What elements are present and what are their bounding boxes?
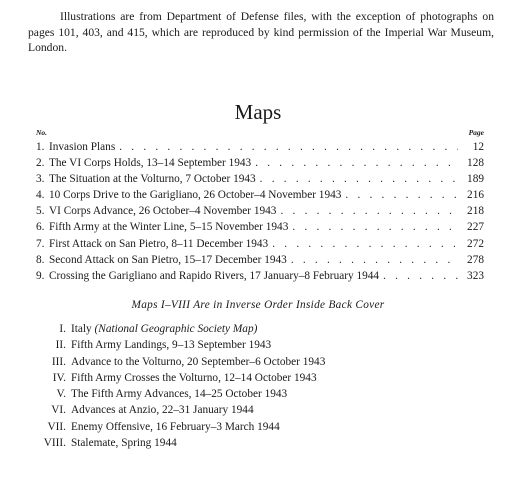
plate-number: II.	[55, 339, 66, 352]
plate-number: I.	[59, 323, 66, 335]
map-page-number: 12	[472, 141, 484, 153]
dot-leader	[287, 252, 458, 268]
page-column-header: Page	[468, 128, 484, 137]
maps-list	[36, 139, 484, 284]
plate-title: Enemy Offensive, 16 February–3 March 1944	[71, 420, 280, 433]
map-entry	[36, 252, 484, 268]
plate-entry	[34, 321, 454, 337]
dot-leader	[276, 203, 458, 219]
back-cover-maps-list	[34, 321, 454, 451]
plate-title: Fifth Army Crosses the Volturno, 12–14 October 1943	[71, 371, 317, 384]
dot-leader	[288, 219, 458, 235]
dot-leader	[256, 171, 458, 187]
plate-title-text: Italy	[71, 323, 92, 335]
map-page-number: 216	[467, 189, 484, 202]
dot-leader	[341, 187, 458, 203]
map-number: 3.	[36, 173, 45, 186]
map-number: 9.	[36, 269, 45, 282]
plate-title	[71, 321, 257, 337]
map-page-number: 128	[467, 157, 484, 170]
dot-leader	[251, 155, 458, 171]
illustrations-note: Illustrations are from Department of Defense files, with the exception of photographs on pages 101, 403, and 415, which are reproduced by kind permission of the Imperial War Museum, London.	[28, 10, 494, 54]
map-title: First Attack on San Pietro, 8–11 December 1943	[49, 237, 269, 250]
plate-title: Stalemate, Spring 1944	[71, 437, 177, 450]
plate-title: Advances at Anzio, 22–31 January 1944	[71, 404, 254, 417]
map-entry	[36, 139, 484, 155]
plate-entry	[34, 402, 454, 418]
map-title: Second Attack on San Pietro, 15–17 December 1943	[49, 253, 287, 266]
map-number: 2.	[36, 157, 45, 170]
dot-leader	[379, 268, 458, 284]
plate-entry	[34, 419, 454, 435]
map-number: 5.	[36, 205, 45, 218]
map-title: The Situation at the Volturno, 7 October 1943	[49, 173, 256, 186]
plate-number: V.	[56, 388, 66, 401]
map-page-number: 278	[467, 253, 484, 266]
map-page-number: 227	[467, 221, 484, 234]
plate-title: The Fifth Army Advances, 14–25 October 1943	[71, 388, 288, 401]
plate-source-note: (National Geographic Society Map)	[94, 323, 258, 335]
map-entry	[36, 171, 484, 187]
plate-number: III.	[51, 355, 66, 368]
map-page-number: 189	[467, 173, 484, 186]
dot-leader	[115, 139, 458, 155]
plate-number: VIII.	[43, 437, 66, 450]
map-entry	[36, 268, 484, 284]
plate-number: IV.	[52, 371, 66, 384]
plate-title: Fifth Army Landings, 9–13 September 1943	[71, 339, 272, 352]
map-page-number: 323	[467, 269, 484, 282]
map-number: 1.	[36, 141, 45, 153]
map-title: Crossing the Garigliano and Rapido Rivers, 17 January–8 February 1944	[49, 269, 380, 282]
map-title: Invasion Plans	[49, 141, 116, 153]
map-number: 4.	[36, 189, 45, 202]
plate-title: Advance to the Volturno, 20 September–6 October 1943	[71, 355, 326, 368]
map-page-number: 218	[467, 205, 484, 218]
map-title: Fifth Army at the Winter Line, 5–15 November 1943	[49, 221, 289, 234]
map-title: 10 Corps Drive to the Garigliano, 26 October–4 November 1943	[49, 189, 342, 202]
plate-entry	[34, 337, 454, 353]
plate-entry	[34, 370, 454, 386]
map-title: The VI Corps Holds, 13–14 September 1943	[49, 157, 252, 170]
plate-entry	[34, 354, 454, 370]
map-entry	[36, 203, 484, 219]
map-number: 6.	[36, 221, 45, 234]
dot-leader	[268, 236, 458, 252]
plate-number: VI.	[51, 404, 66, 417]
map-entry	[36, 219, 484, 235]
map-entry	[36, 187, 484, 203]
plate-entry	[34, 386, 454, 402]
map-number: 8.	[36, 253, 45, 266]
back-cover-maps-heading: Maps I–VIII Are in Inverse Order Inside Back Cover	[131, 299, 385, 311]
map-page-number: 272	[467, 237, 484, 250]
plate-entry	[34, 435, 454, 451]
plate-number: VII.	[47, 420, 66, 433]
maps-heading: Maps	[234, 100, 282, 124]
map-entry	[36, 236, 484, 252]
map-number: 7.	[36, 237, 45, 250]
number-column-header: No.	[36, 128, 48, 137]
map-title: VI Corps Advance, 26 October–4 November 1943	[49, 205, 277, 218]
map-entry	[36, 155, 484, 171]
